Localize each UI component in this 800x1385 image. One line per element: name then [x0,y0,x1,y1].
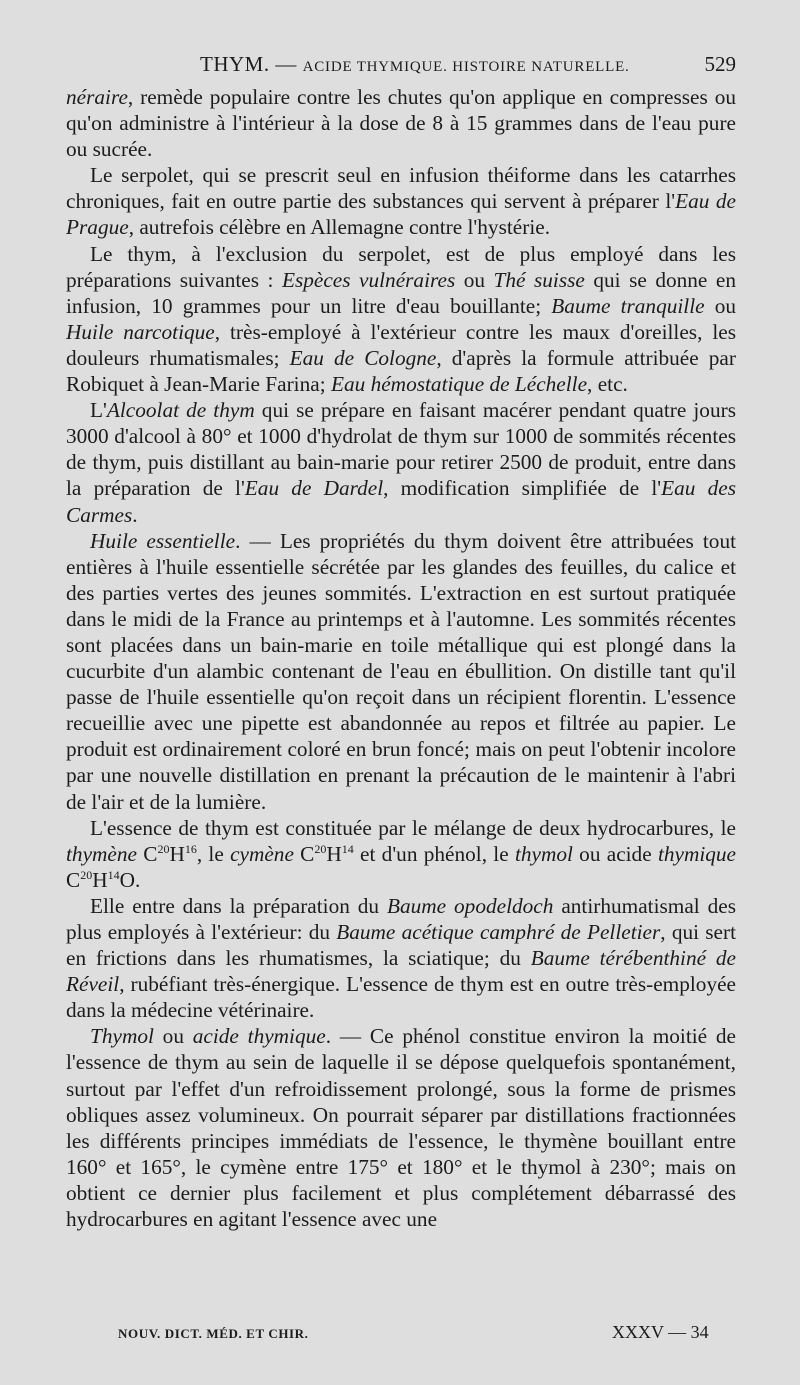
italic-term: Thymol [90,1024,154,1049]
italic-term: cymène [230,841,294,866]
text-run: , remède populaire contre les chutes qu'on applique en compresses ou qu'on administre à l'intérieur à la dose de 8 à 15 grammes dans de l'eau pure ou sucrée. [66,85,736,162]
formula-exponent: 14 [341,841,354,856]
italic-term: Baume tranquille [551,293,705,318]
formula-exponent: 16 [184,841,197,856]
italic-term: thymique [657,841,737,866]
italic-term: Baume térébenthiné de Réveil [66,946,736,997]
paragraph [66,162,736,240]
text-run: , autrefois célèbre en Allemagne contre l'hystérie. [128,215,551,240]
text-run: qui se prépare en faisant macérer pendant quatre jours 3000 d'alcool à 80° et 1000 d'hydrolat de thym sur 1000 de sommités récentes de thym, puis distillant au bain-marie pour retirer 2500 de produit, entre dans la préparation de l' [66,398,736,501]
footer-publication: NOUV. DICT. MÉD. ET CHIR. [118,1326,309,1341]
running-header [0,52,800,82]
text-run: , modification simplifiée de l' [383,476,662,501]
paragraph [66,893,736,1023]
paragraph [66,815,736,893]
italic-term: Alcoolat de thym [106,398,255,423]
text-run: Le serpolet, qui se prescrit seul en infusion théiforme dans les catarrhes chroniques, fait en outre partie des substances qui servent à préparer l' [66,163,736,214]
text-run: , etc. [587,372,628,397]
italic-term: Huile essentielle [90,528,236,553]
italic-term: Eau de Dardel [244,476,384,501]
text-run: . — Ce phénol constitue environ la moitié de l'essence de thym au sein de laquelle il se dépose quelquefois spontanément, surtout par l'effet d'un refroidissement prolongé, sous la forme de prismes obliques assez volumineux. On pourrait séparer par distillations fractionnées les différents principes immédiats de l'essence, le thymène bouillant entre 160° et 165°, le cymène entre 175° et 180° et le thymol à 230°; mais on obtient ce dernier plus facilement et plus complétement débarrassé des hydrocarbures en agitant l'essence avec une [66,1024,737,1232]
page-number: 529 [704,52,736,76]
text-run: ou acide [572,841,658,866]
italic-term: Eau des Carmes [66,476,737,527]
text-run: , très-employé à l'extérieur contre les maux d'oreilles, les douleurs rhumatismales; [66,319,737,370]
formula-exponent: 20 [314,841,327,856]
text-run: H [92,867,108,892]
text-run: Le thym, à l'exclusion du serpolet, est de plus employé dans les préparations suivantes : [66,241,736,292]
italic-term: Eau de Prague [66,189,736,240]
header-title-dash: — [275,52,297,76]
text-run: . — Les propriétés du thym doivent être attribuées tout entières à l'huile essentielle sécrétée par les glandes des feuilles, du calice et des parties vertes des jeunes sommités. L'extraction en est surtout pratiquée dans le midi de la France au printemps et à l'automne. Les sommités récentes sont placées dans un bain-marie en toile métallique qui est plongé dans la cucurbite d'un alambic contenant de l'eau en ébullition. On distille tant qu'il passe de l'huile essentielle qu'on reçoit dans un récipient florentin. L'essence recueillie avec une pipette est abandonnée au repos et filtrée au papier. Le produit est ordinairement coloré en brun foncé; mais on peut l'obtenir incolore par une nouvelle distillation en prenant la précaution de le maintenir à l'abri de l'air et de la lumière. [66,528,737,814]
formula-exponent: 20 [157,841,170,856]
italic-term: Baume acétique camphré de Pelletier [336,920,661,944]
footer-signature: XXXV — 34 [612,1322,709,1342]
text-run: ou [455,267,494,292]
italic-term: Espèces vulnéraires [281,267,456,292]
header-title [200,52,630,77]
text-run: Elle entre dans la préparation du [90,893,387,918]
text-run: H [326,841,342,866]
header-title-rest: ACIDE THYMIQUE. HISTOIRE NATURELLE. [302,59,630,75]
text-run: ou [153,1024,193,1049]
italic-term: Eau hémostatique de Léchelle [330,372,588,397]
text-run: C [136,841,158,866]
text-run: . [132,502,138,527]
footer [0,1322,800,1346]
text-run: C [66,867,81,892]
text-run: H [169,841,185,866]
italic-term: Thé suisse [493,267,585,292]
body-text [66,84,736,1232]
italic-term: thymol [514,841,573,866]
formula-exponent: 14 [107,867,120,882]
text-run: L'essence de thym est constituée par le mélange de deux hydrocarbures, le [90,815,736,840]
paragraph [66,84,736,162]
header-title-main: THYM. [200,52,270,76]
text-run: L' [90,398,107,423]
italic-term: néraire [66,85,128,109]
text-run: , rubéfiant très-énergique. L'essence de thym est en outre très-employée dans la médecine vétérinaire. [66,972,736,1023]
text-run: qui se donne en infusion, 10 grammes pour un litre d'eau bouillante; [66,267,736,318]
paragraph [66,528,736,815]
text-run: ou [704,293,737,318]
text-run: , le [196,841,231,866]
text-run: C [293,841,315,866]
paragraph [66,241,736,398]
text-run: O. [119,867,141,892]
italic-term: Baume opodeldoch [386,893,554,918]
text-run: et d'un phénol, le [353,841,515,866]
italic-term: Huile narcotique [66,319,215,344]
paragraph [66,397,736,527]
italic-term: acide thymique [192,1024,326,1049]
text-run: , d'après la formule attribuée par Robiquet à Jean-Marie Farina; [66,345,736,397]
text-run: antirhumatismal des plus employés à l'extérieur: du [66,893,737,944]
paragraph [66,1023,736,1232]
text-run: , qui sert en frictions dans les rhumatismes, la sciatique; du [66,920,736,971]
italic-term: Eau de Cologne [289,345,437,370]
formula-exponent: 20 [80,867,93,882]
italic-term: thymène [66,841,137,866]
